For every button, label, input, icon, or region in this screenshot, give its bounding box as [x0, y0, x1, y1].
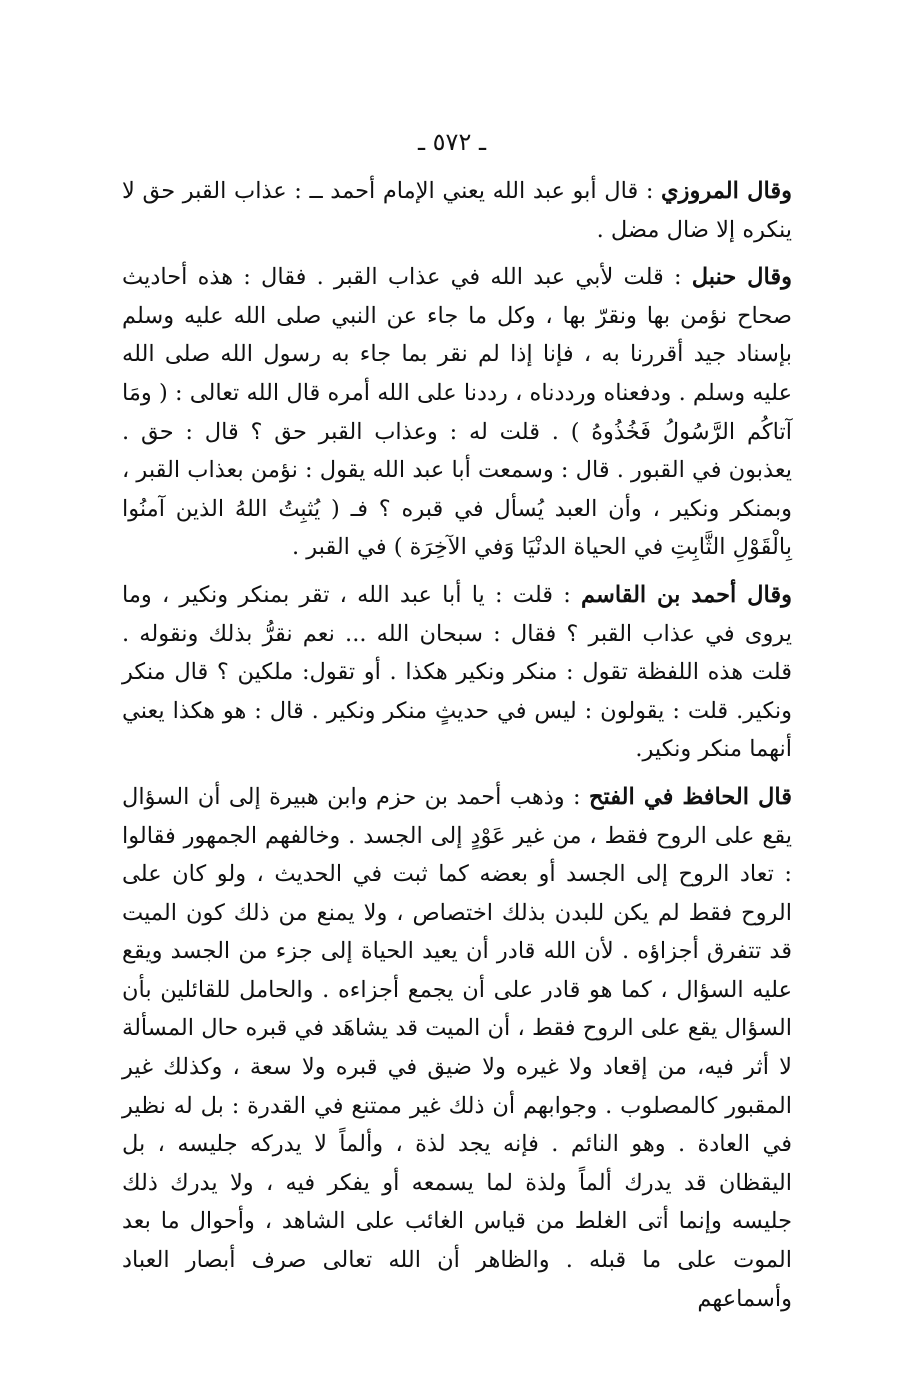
paragraph-hafiz-fath — [122, 778, 792, 1318]
page-number: ـ ٥٧٢ ـ — [417, 128, 486, 156]
paragraph-lead: وقال المروزي — [661, 178, 792, 204]
page-body — [122, 172, 792, 1327]
paragraph-lead: قال الحافظ في الفتح — [588, 783, 792, 810]
paragraph-text: : قال أبو عبد الله يعني الإمام أحمد ــ : عذاب القبر حق لا ينكره إلا ضال مضل . — [122, 178, 792, 243]
paragraph-text: : قلت لأبي عبد الله في عذاب القبر . فقال : هذه أحاديث صحاح نؤمن بها ونقرّ بها ، وكل ما جاء عن النبي صلى الله عليه وسلم بإسناد جيد أقررنا به ، فإنا إذا لم نقر بما جاء به رسول الله صلى الله عليه وسلم . ودفعناه ورددناه ، رددنا على الله أمره قال الله تعالى : ( ومَا آتاكُم الرَّسُولُ فَخُذُوهُ ) . قلت له : وعذاب القبر حق ؟ قال : حق . يعذبون في القبور . قال : وسمعت أبا عبد الله يقول : نؤمن بعذاب القبر ، وبمنكر ونكير ، وأن العبد يُسأل في قبره ؟ فـ ( يُثبِتُ اللهُ الذين آمنُوا بِالْقَوْلِ الثَّابِتِ في الحياة الدنْيَا وَفي الآخِرَة ) في القبر . — [122, 264, 792, 561]
paragraph-lead: وقال حنبل — [691, 264, 792, 291]
paragraph-hanbal — [122, 258, 792, 567]
paragraph-ahmad-ibn-qasim — [122, 576, 792, 769]
paragraph-text: : قلت : يا أبا عبد الله ، تقر بمنكر ونكير ، وما يروى في عذاب القبر ؟ فقال : سبحان الله ... نعم نقرُّ بذلك ونقوله . قلت هذه اللفظة تقول : منكر ونكير هكذا . أو تقول: ملكين ؟ قال منكر ونكير. قلت : يقولون : ليس في حديثٍ منكر ونكير . قال : هو هكذا يعني أنهما منكر ونكير. — [122, 581, 792, 763]
paragraph-marwazi — [122, 172, 792, 249]
paragraph-text: : وذهب أحمد بن حزم وابن هبيرة إلى أن السؤال يقع على الروح فقط ، من غير عَوْدٍ إلى الجسد . وخالفهم الجمهور فقالوا : تعاد الروح إلى الجسد أو بعضه كما ثبت في الحديث ، ولو كان على الروح فقط لم يكن للبدن بذلك اختصاص ، ولا يمنع من ذلك كون الميت قد تتفرق أجزاؤه . لأن الله قادر أن يعيد الحياة إلى جزء من الجسد ويقع عليه السؤال ، كما هو قادر على أن يجمع أجزاءه . والحامل للقائلين بأن السؤال يقع على الروح فقط ، أن الميت قد يشاهَد في قبره حال المسألة لا أثر فيه، من إقعاد ولا غيره ولا ضيق في قبره ولا سعة ، وكذلك غير المقبور كالمصلوب . وجوابهم أن ذلك غير ممتنع في القدرة : بل له نظير في العادة . وهو النائم . فإنه يجد لذة ، وألماً لا يدركه جليسه ، بل اليقظان قد يدرك ألماً ولذة لما يسمعه أو يفكر فيه ، ولا يدرك ذلك جليسه وإنما أتى الغلط من قياس الغائب على الشاهد ، وأحوال ما بعد الموت على ما قبله . والظاهر أن الله تعالى صرف أبصار العباد وأسماعهم — [122, 783, 792, 1312]
paragraph-lead: وقال أحمد بن القاسم — [581, 581, 792, 608]
